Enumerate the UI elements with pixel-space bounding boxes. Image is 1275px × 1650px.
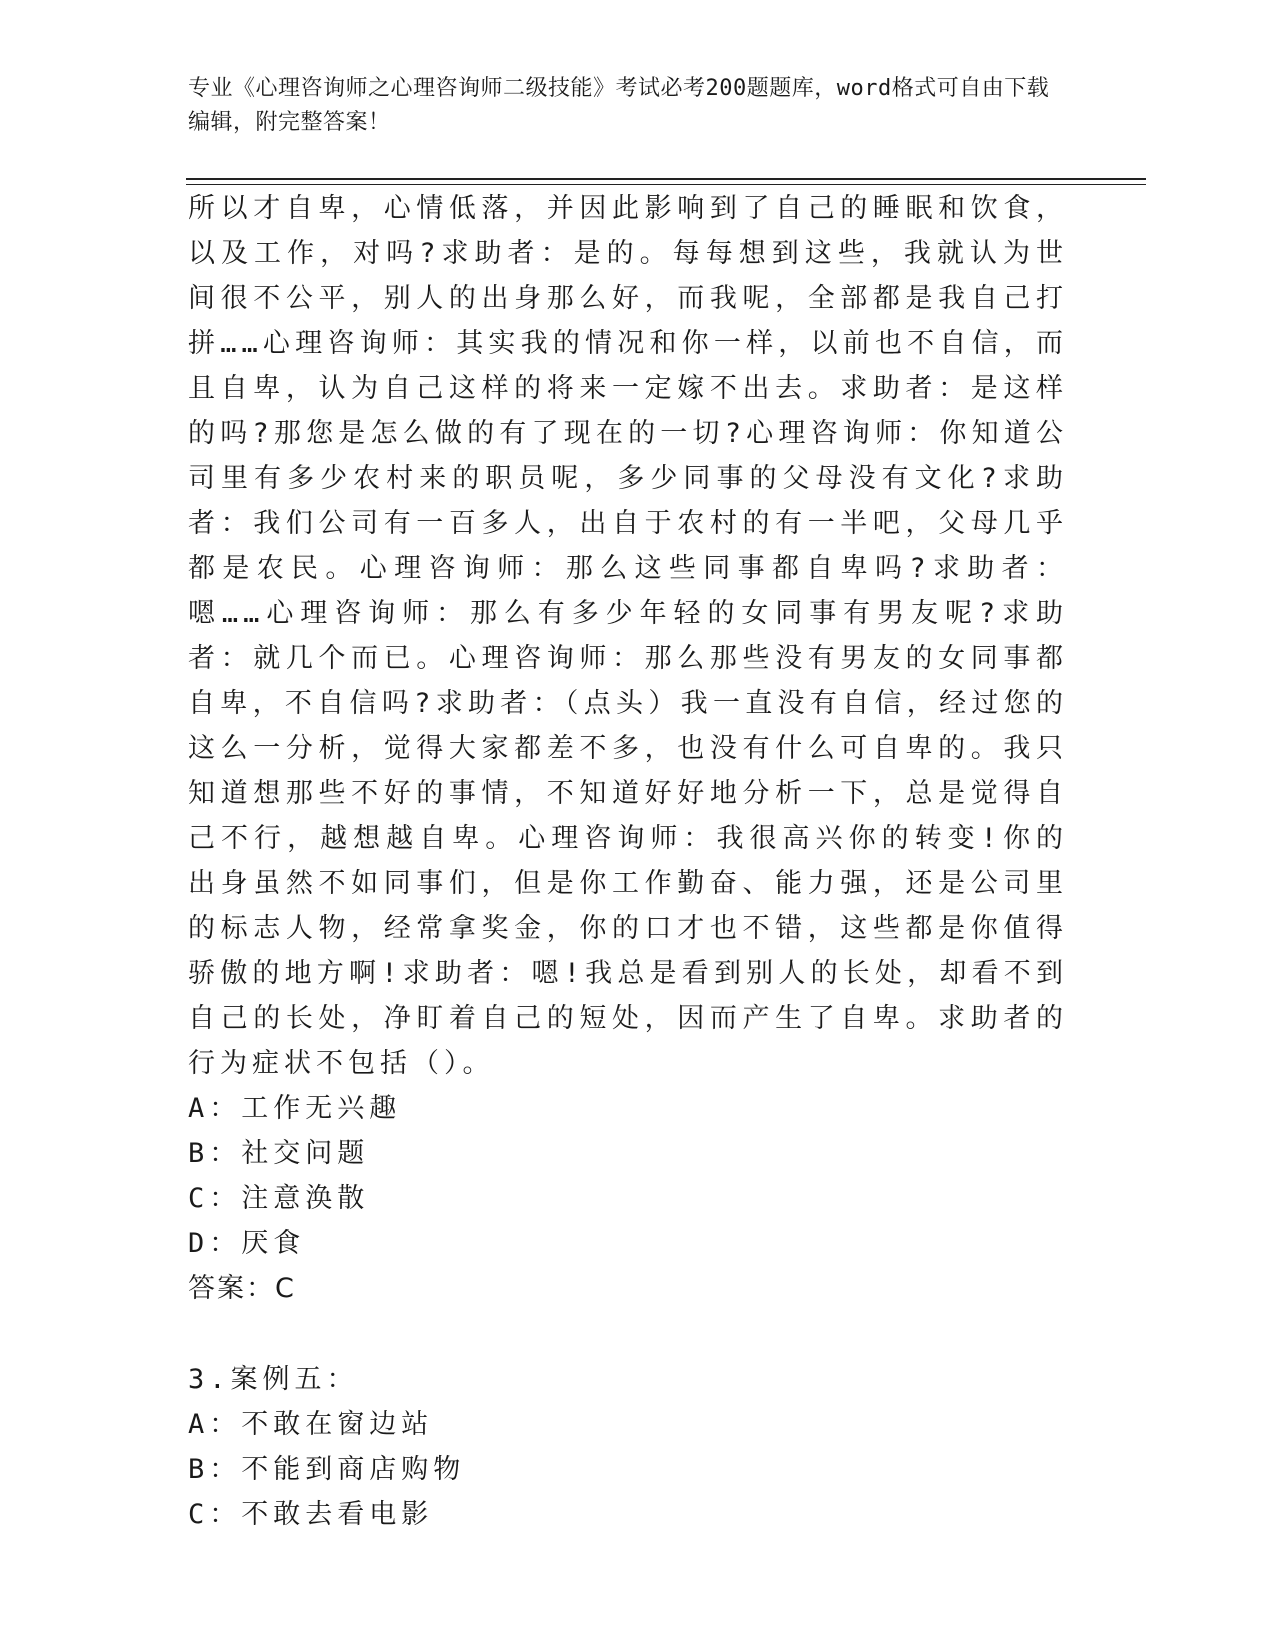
option-a: A：工作无兴趣: [188, 1093, 402, 1124]
header-divider-thick: [186, 178, 1146, 180]
option-b: B：社交问题: [188, 1138, 370, 1169]
header-divider-thin: [186, 184, 1146, 185]
question-stem: 所以才自卑，心情低落，并因此影响到了自己的睡眠和饮食，以及工作，对吗?求助者：是的。每每想到这些，我就认为世间很不公平，别人的出身那么好，而我呢，全部都是我自己打拼……心理咨询师：其实我的情况和你一样，以前也不自信，而且自卑，认为自己这样的将来一定嫁不出去。求助者：是这样的吗?那您是怎么做的有了现在的一切?心理咨询师：你知道公司里有多少农村来的职员呢，多少同事的父母没有文化?求助者：我们公司有一百多人，出自于农村的有一半吧，父母几乎都是农民。心理咨询师：那么这些同事都自卑吗?求助者：嗯……心理咨询师：那么有多少年轻的女同事有男友呢?求助者：就几个而已。心理咨询师：那么那些没有男友的女同事都自卑，不自信吗?求助者：（点头）我一直没有自信，经过您的这么一分析，觉得大家都差不多，也没有什么可自卑的。我只知道想那些不好的事情，不知道好好地分析一下，总是觉得自己不行，越想越自卑。心理咨询师：我很高兴你的转变!你的出身虽然不如同事们，但是你工作勤奋、能力强，还是公司里的标志人物，经常拿奖金，你的口才也不错，这些都是你值得骄傲的地方啊!求助者：嗯!我总是看到别人的长处，却看不到自己的长处，净盯着自己的短处，因而产生了自卑。求助者的行为症状不包括（）。: [188, 193, 1068, 1079]
spacer: [188, 1311, 1068, 1357]
option-b: B：不能到商店购物: [188, 1454, 466, 1485]
option-c: C：注意涣散: [188, 1183, 370, 1214]
question-title: 3.案例五：: [188, 1364, 359, 1395]
option-c: C：不敢去看电影: [188, 1499, 434, 1530]
option-a: A：不敢在窗边站: [188, 1409, 434, 1440]
document-body: [188, 186, 1068, 1537]
option-d: D：厌食: [188, 1228, 306, 1259]
document-header: 专业《心理咨询师之心理咨询师二级技能》考试必考200题题库，word格式可自由下载编辑，附完整答案！: [188, 76, 1050, 135]
answer-line: 答案：C: [188, 1273, 296, 1304]
